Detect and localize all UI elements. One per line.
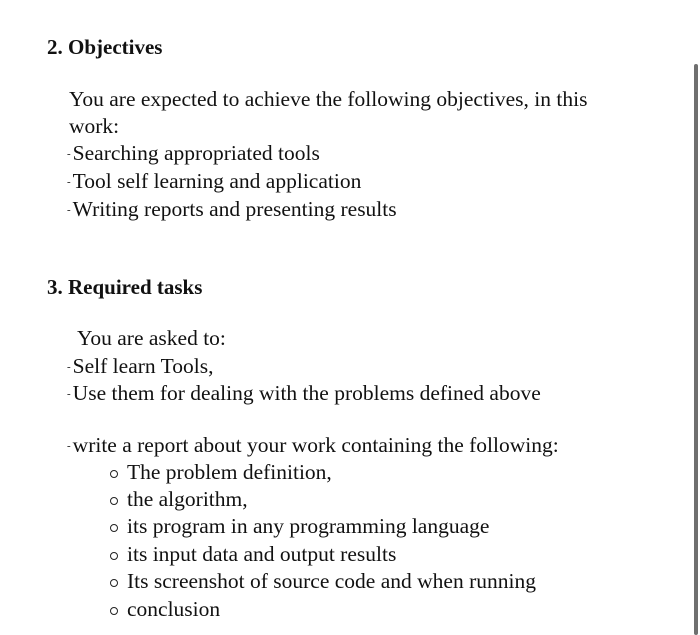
circle-bullet-icon — [110, 579, 118, 587]
dash-marker: - — [67, 176, 71, 188]
report-item — [110, 568, 536, 596]
task-item-text: Use them for dealing with the problems defined above — [72, 381, 541, 405]
report-intro — [67, 432, 559, 461]
report-item — [110, 541, 396, 569]
report-item — [110, 596, 220, 624]
dash-marker: - — [67, 204, 71, 216]
objective-item-text: Tool self learning and application — [72, 169, 362, 193]
circle-bullet-icon — [110, 607, 118, 615]
report-item — [110, 486, 248, 514]
report-item — [110, 513, 489, 541]
dash-marker: - — [67, 388, 71, 400]
report-item — [110, 459, 332, 487]
report-item-text: conclusion — [127, 597, 221, 621]
task-item — [67, 380, 541, 409]
circle-bullet-icon — [110, 552, 118, 560]
objective-item-text: Writing reports and presenting results — [72, 197, 397, 221]
report-item-text: its input data and output results — [127, 542, 397, 566]
objectives-heading: 2. Objectives — [47, 35, 163, 59]
tasks-intro: You are asked to: — [77, 326, 226, 350]
tasks-heading: 3. Required tasks — [47, 275, 203, 299]
task-item-text: Self learn Tools, — [72, 354, 214, 378]
report-item-text: its program in any programming language — [127, 514, 490, 538]
objectives-intro-line1: You are expected to achieve the following objectives, in this — [69, 87, 588, 111]
objective-item — [67, 196, 397, 225]
circle-bullet-icon — [110, 497, 118, 505]
objective-item-text: Searching appropriated tools — [72, 141, 320, 165]
objectives-intro-line2: work: — [69, 114, 120, 138]
circle-bullet-icon — [110, 470, 118, 478]
dash-marker: - — [67, 440, 71, 452]
vertical-scrollbar[interactable] — [692, 0, 700, 635]
scrollbar-thumb[interactable] — [694, 64, 698, 635]
dash-marker: - — [67, 148, 71, 160]
report-item-text: The problem definition, — [127, 460, 332, 484]
dash-marker: - — [67, 361, 71, 373]
objective-item — [67, 168, 361, 197]
task-item — [67, 353, 213, 382]
report-item-text: the algorithm, — [127, 487, 248, 511]
objective-item — [67, 140, 320, 169]
circle-bullet-icon — [110, 524, 118, 532]
report-intro-text: write a report about your work containing the following: — [72, 433, 559, 457]
report-item-text: Its screenshot of source code and when running — [127, 569, 536, 593]
